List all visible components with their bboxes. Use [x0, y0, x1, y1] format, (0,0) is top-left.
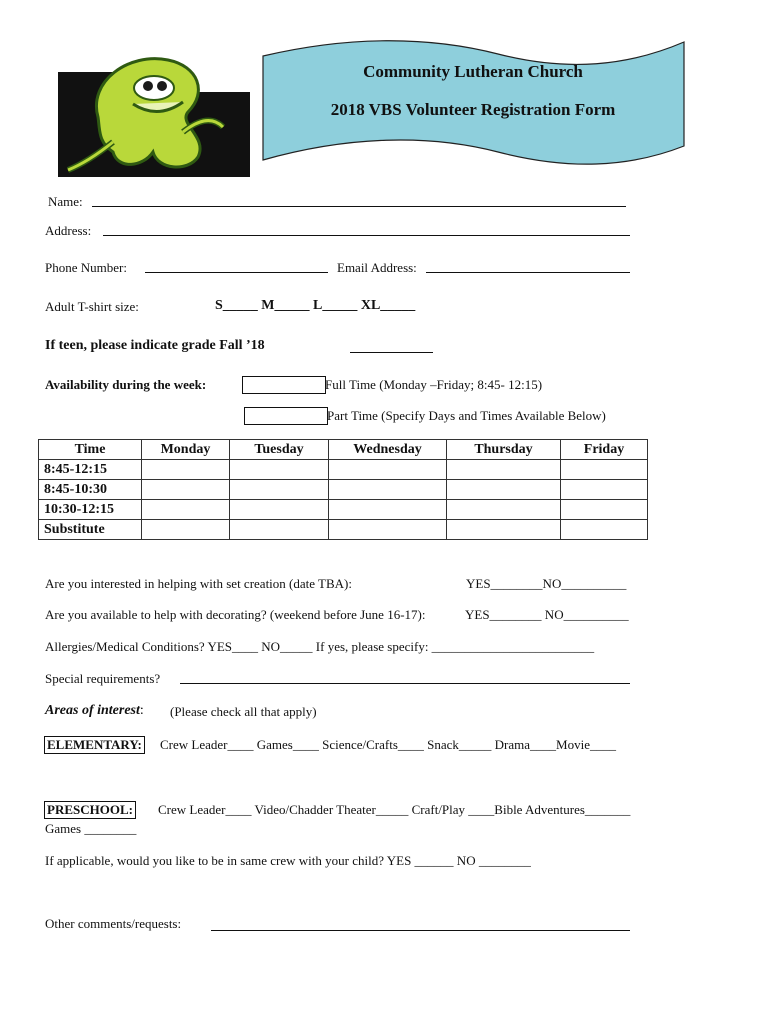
table-row: [39, 500, 648, 520]
elementary-label: ELEMENTARY:: [44, 736, 145, 754]
email-label: Email Address:: [337, 260, 417, 275]
table-cell[interactable]: [230, 500, 329, 520]
table-cell[interactable]: [230, 480, 329, 500]
preschool-games-option[interactable]: Games ________: [45, 821, 137, 836]
areas-of-interest-heading: [45, 703, 144, 719]
table-cell[interactable]: [142, 500, 230, 520]
preschool-options[interactable]: Crew Leader____ Video/Chadder Theater_____ Craft/Play ____Bible Adventures_______: [158, 802, 631, 817]
church-title: Community Lutheran Church: [363, 62, 583, 81]
availability-schedule-table: [38, 439, 648, 540]
address-field[interactable]: [103, 235, 630, 236]
special-requirements-field[interactable]: [180, 683, 630, 684]
table-row: [39, 480, 648, 500]
table-cell[interactable]: [561, 480, 648, 500]
table-cell[interactable]: [447, 520, 561, 540]
email-field[interactable]: [426, 272, 630, 273]
special-requirements-label: Special requirements?: [45, 671, 161, 686]
form-title: 2018 VBS Volunteer Registration Form: [330, 100, 616, 119]
table-cell[interactable]: [447, 460, 561, 480]
elementary-options[interactable]: Crew Leader____ Games____ Science/Crafts____ Snack_____ Drama____Movie____: [160, 737, 616, 752]
title-banner: [258, 38, 688, 168]
areas-colon: :: [139, 703, 144, 718]
tshirt-label: Adult T-shirt size:: [45, 299, 139, 314]
table-cell[interactable]: [329, 480, 447, 500]
teen-grade-label: If teen, please indicate grade Fall ’18: [45, 338, 265, 353]
table-cell[interactable]: [447, 500, 561, 520]
name-field[interactable]: [92, 206, 626, 207]
table-cell[interactable]: [561, 520, 648, 540]
areas-label: Areas of interest: [45, 703, 140, 718]
comments-label: Other comments/requests:: [45, 916, 182, 931]
col-friday: Friday: [561, 440, 648, 460]
phone-label: Phone Number:: [45, 260, 127, 275]
row-label: Substitute: [39, 520, 142, 540]
table-cell[interactable]: [329, 460, 447, 480]
table-cell[interactable]: [447, 480, 561, 500]
col-monday: Monday: [142, 440, 230, 460]
address-label: Address:: [45, 223, 92, 238]
table-cell[interactable]: [230, 460, 329, 480]
fulltime-label: Full Time (Monday –Friday; 8:45- 12:15): [325, 377, 543, 392]
col-tuesday: Tuesday: [230, 440, 329, 460]
row-label: 10:30-12:15: [39, 500, 142, 520]
table-cell[interactable]: [230, 520, 329, 540]
comments-field[interactable]: [211, 930, 630, 931]
row-label: 8:45-10:30: [39, 480, 142, 500]
parttime-label: Part Time (Specify Days and Times Available Below): [327, 408, 606, 423]
tshirt-size-options[interactable]: S_____ M_____ L_____ XL_____: [215, 298, 416, 313]
row-label: 8:45-12:15: [39, 460, 142, 480]
table-header-row: [39, 440, 648, 460]
church-vbs-logo: [58, 42, 250, 177]
table-cell[interactable]: [561, 460, 648, 480]
areas-note: (Please check all that apply): [170, 704, 317, 719]
teen-grade-field[interactable]: [350, 352, 433, 353]
table-row: [39, 520, 648, 540]
table-cell[interactable]: [142, 460, 230, 480]
allergies-question[interactable]: Allergies/Medical Conditions? YES____ NO_____ If yes, please specify: _________________________: [45, 639, 595, 654]
fulltime-checkbox[interactable]: [242, 376, 326, 394]
table-cell[interactable]: [561, 500, 648, 520]
decorating-question: Are you available to help with decorating? (weekend before June 16-17):: [45, 607, 426, 622]
table-cell[interactable]: [142, 480, 230, 500]
preschool-label: PRESCHOOL:: [44, 801, 136, 819]
table-cell[interactable]: [329, 500, 447, 520]
set-creation-answer[interactable]: YES________NO__________: [466, 576, 627, 591]
parttime-checkbox[interactable]: [244, 407, 328, 425]
table-row: [39, 460, 648, 480]
col-wednesday: Wednesday: [329, 440, 447, 460]
decorating-answer[interactable]: YES________ NO__________: [465, 607, 629, 622]
table-cell[interactable]: [142, 520, 230, 540]
same-crew-question[interactable]: If applicable, would you like to be in same crew with your child? YES ______ NO ________: [45, 853, 531, 868]
table-cell[interactable]: [329, 520, 447, 540]
set-creation-question: Are you interested in helping with set creation (date TBA):: [45, 576, 352, 591]
availability-label: Availability during the week:: [45, 377, 207, 392]
col-thursday: Thursday: [447, 440, 561, 460]
phone-field[interactable]: [145, 272, 328, 273]
col-time: Time: [39, 440, 142, 460]
name-label: Name:: [48, 194, 83, 209]
